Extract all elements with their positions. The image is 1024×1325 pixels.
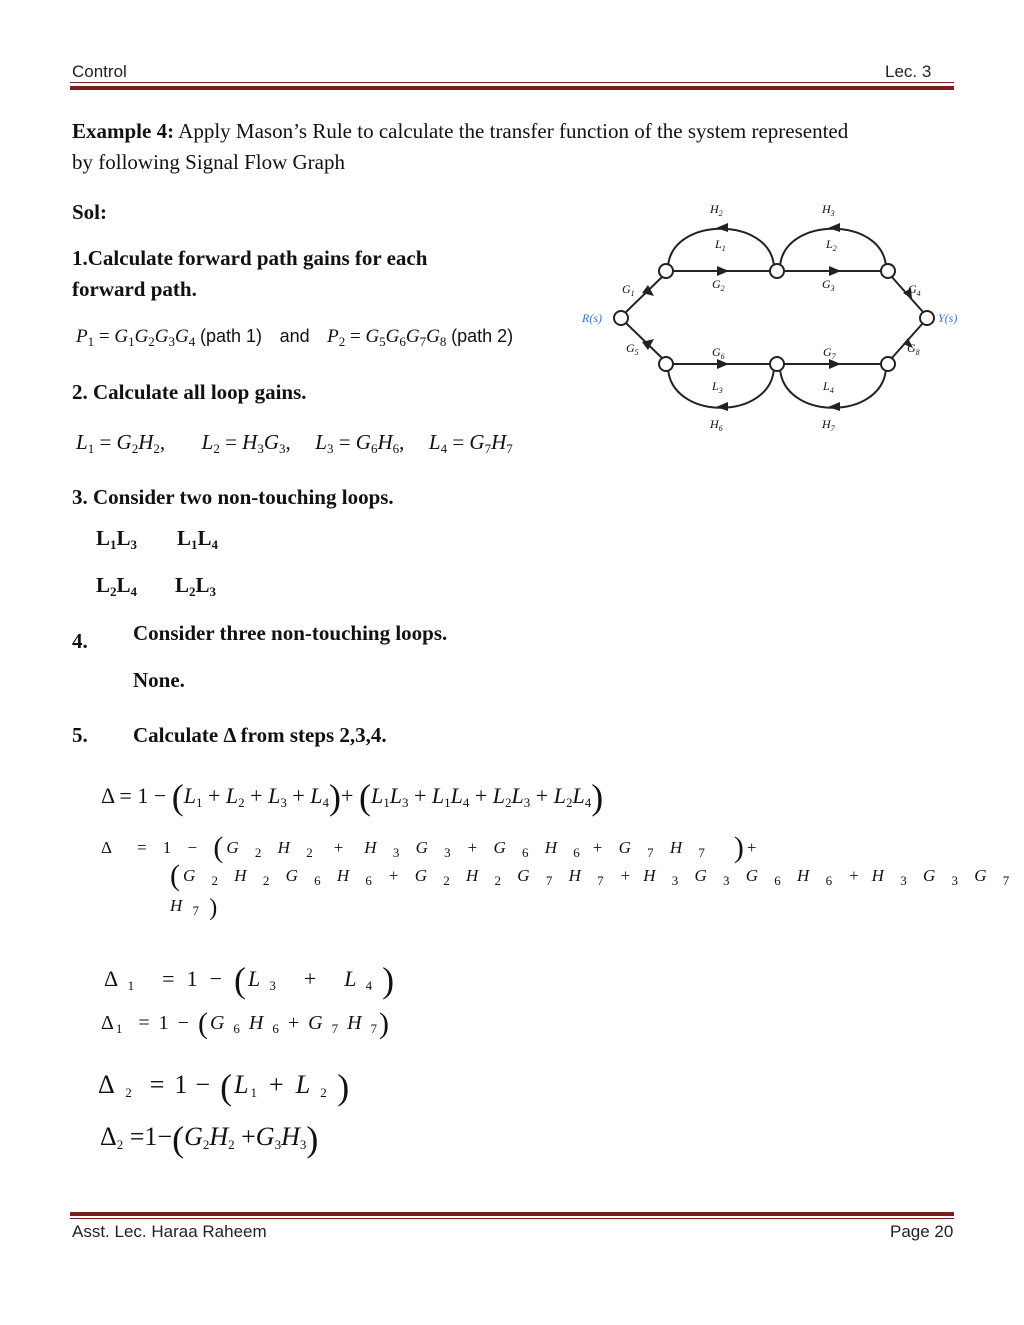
sol-label: Sol: [72,200,108,224]
nontouching-pair-l2l3: $L_2L_3$ [175,573,217,599]
svg-text:L2: $L_2$ [826,237,837,253]
delta-expanded-line2: (G $_2$ H $_2$ G $_6$ H $_6$ + G $_2$ H $_2$ G $_7$ H $_7$ + H $_3$ G $_3$ G $_6$ H $_6$ + H $_3$ G $_3$ G $_7$ [170,859,1013,892]
example-statement [72,116,952,178]
svg-text:H7: $H_7$ [822,417,835,433]
loop-gain-equations: $L_1 = G_2H_2$, $L_2 = H_3G_3$, $L_3 = G_6H_6$, $L_4 = G_7H_7$ [76,430,513,456]
svg-text:G3: $G_3$ [822,277,835,293]
signal-flow-graph [576,196,968,441]
delta-expanded-line3: H $_7$ ) [170,895,221,921]
and-word: and [279,326,310,346]
header-rule-thick [70,86,954,90]
footer-author: Asst. Lec. Haraa Raheem [72,1222,267,1241]
delta-expanded-line1: Δ = 1 − (G $_2$ H $_2$ + H $_3$ G $_3$ + G $_6$ H $_6$ + G $_7$ H $_7$ )+ [101,831,760,864]
example-text-1: Apply Mason’s Rule to calculate the transfer function of the system represented [178,119,849,143]
step1-heading [72,243,502,305]
svg-text:L4: $L_4$ [823,379,834,395]
step2-heading: 2. Calculate all loop gains. [72,380,307,404]
example-label: Example 4: [72,119,175,143]
header-lecture: Lec. 3 [885,62,932,81]
step5-heading: Calculate Δ from steps 2,3,4. [133,723,387,747]
svg-text:L3: $L_3$ [712,379,723,395]
step4-heading: Consider three non-touching loops. [133,621,448,645]
path1-tag: (path 1) [200,326,263,346]
svg-text:G2: $G_2$ [712,277,725,293]
forward-path-equations: $P_1 = G_1G_2G_3G_4$ (path 1) and $P_2 = G_5G_6G_7G_8$ (path 2) [76,326,514,349]
footer-page-number: Page 20 [890,1222,954,1241]
svg-text:G1: $G_1$ [622,282,635,298]
step4-number: 4. [72,629,88,653]
input-node-label: R(s) [582,311,602,325]
svg-text:G4: $G_4$ [908,282,921,298]
delta-equation-symbolic: $\Delta = 1 - (L_1 + L_2 + L_3 + L_4)+ (L_1L_3 + L_1L_4 + L_2L_3 + L_2L_4)$ [101,777,604,817]
delta1-expanded: $\Delta_1 = 1 - (G$ $_6$ H $_6$ + G $_7$ H $_7$) [101,1007,392,1040]
svg-text:H6: $H_6$ [710,417,723,433]
delta1-symbolic: Δ $_1$ = 1 − (L $_3$ + L $_4$ ) [104,960,397,1000]
path2-tag: (path 2) [451,326,514,346]
delta2-symbolic: Δ $_2 = 1 - (L_1 + L$ $_2$ ) [98,1067,352,1107]
nontouching-pair-l2l4: $L_2L_4$ [96,573,138,599]
step1-line2: forward path. [72,277,197,301]
svg-text:G7: $G_7$ [823,345,836,361]
svg-text:G6: $G_6$ [712,345,725,361]
step4-answer: None. [133,668,185,692]
svg-text:G5: $G_5$ [626,341,639,357]
footer-rule-thick [70,1212,954,1216]
header-title: Control [72,62,127,81]
svg-text:H3: $H_3$ [822,202,835,218]
svg-text:L1: $L_1$ [715,237,726,253]
nontouching-pair-l1l4: $L_1L_4$ [177,526,219,552]
output-node-label: Y(s) [938,311,958,325]
footer-rule-thin [70,1218,954,1219]
step5-number: 5. [72,723,88,747]
example-text-2: by following Signal Flow Graph [72,150,345,174]
delta2-expanded: $\Delta_2 =1-(G_2H_2 +G_3H_3)$ [100,1119,319,1159]
step1-line1: 1.Calculate forward path gains for each [72,246,428,270]
svg-text:H2: $H_2$ [710,202,723,218]
header-rule-thin [70,82,954,83]
step3-heading: 3. Consider two non-touching loops. [72,485,394,509]
svg-text:G8: $G_8$ [907,341,920,357]
nontouching-pair-l1l3: $L_1L_3$ [96,526,138,552]
